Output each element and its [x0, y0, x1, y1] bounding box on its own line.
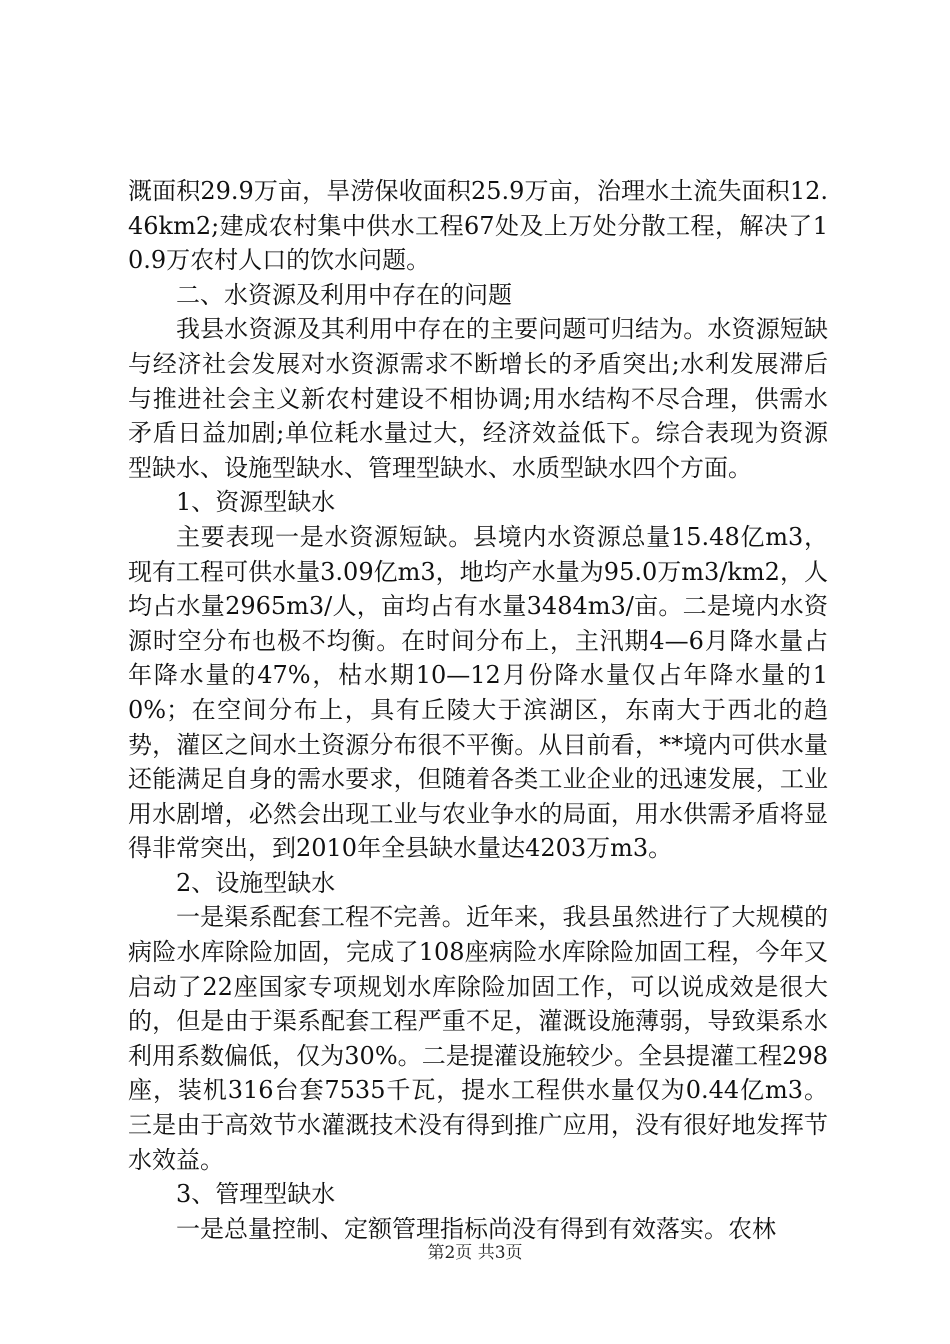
body-text [128, 174, 828, 1246]
subheading-facility-shortage: 2、设施型缺水 [176, 868, 336, 897]
section-heading-2: 二、水资源及利用中存在的问题 [176, 280, 512, 309]
page-number-footer: 第2页 共3页 [427, 1243, 523, 1263]
paragraph-resource-shortage: 主要表现一是水资源短缺。县境内水资源总量15.48亿m3，现有工程可供水量3.09亿m3，地均产水量为95.0万m3/km2，人均占水量2965m3/人，亩均占有水量3484m3/亩。二是境内水资源时空分布也极不均衡。在时间分布上，主汛期4—6月降水量占年降水量的47%，枯水期10—12月份降水量仅占年降水量的10%；在空间分布上，具有丘陵大于滨湖区，东南大于西北的趋势，灌区之间水土资源分布很不平衡。从目前看，**境内可供水量还能满足自身的需水要求，但随着各类工业企业的迅速发展，工业用水剧增，必然会出现工业与农业争水的局面，用水供需矛盾将显得非常突出，到2010年全县缺水量达4203万m3。 [128, 522, 828, 863]
paragraph-management-shortage: 一是总量控制、定额管理指标尚没有得到有效落实。农林 [176, 1214, 776, 1243]
subheading-resource-shortage: 1、资源型缺水 [176, 488, 336, 517]
subheading-management-shortage: 3、管理型缺水 [176, 1180, 336, 1209]
paragraph-facility-shortage: 一是渠系配套工程不完善。近年来，我县虽然进行了大规模的病险水库除险加固，完成了108座病险水库除险加固工程，今年又启动了22座国家专项规划水库除险加固工作，可以说成效是很大的，但是由于渠系配套工程严重不足，灌溉设施薄弱，导致渠系水利用系数偏低，仅为30%。二是提灌设施较少。全县提灌工程298座，装机316台套7535千瓦，提水工程供水量仅为0.44亿m3。三是由于高效节水灌溉技术没有得到推广应用，没有很好地发挥节水效益。 [128, 903, 828, 1174]
paragraph-continued: 溉面积29.9万亩，旱涝保收面积25.9万亩，治理水土流失面积12.46km2;建成农村集中供水工程67处及上万处分散工程，解决了10.9万农村人口的饮水问题。 [128, 177, 828, 275]
paragraph-problems: 我县水资源及其利用中存在的主要问题可归结为。水资源短缺与经济社会发展对水资源需求不断增长的矛盾突出;水利发展滞后与推进社会主义新农村建设不相协调;用水结构不尽合理，供需水矛盾日益加剧;单位耗水量过大，经济效益低下。综合表现为资源型缺水、设施型缺水、管理型缺水、水质型缺水四个方面。 [128, 315, 828, 482]
